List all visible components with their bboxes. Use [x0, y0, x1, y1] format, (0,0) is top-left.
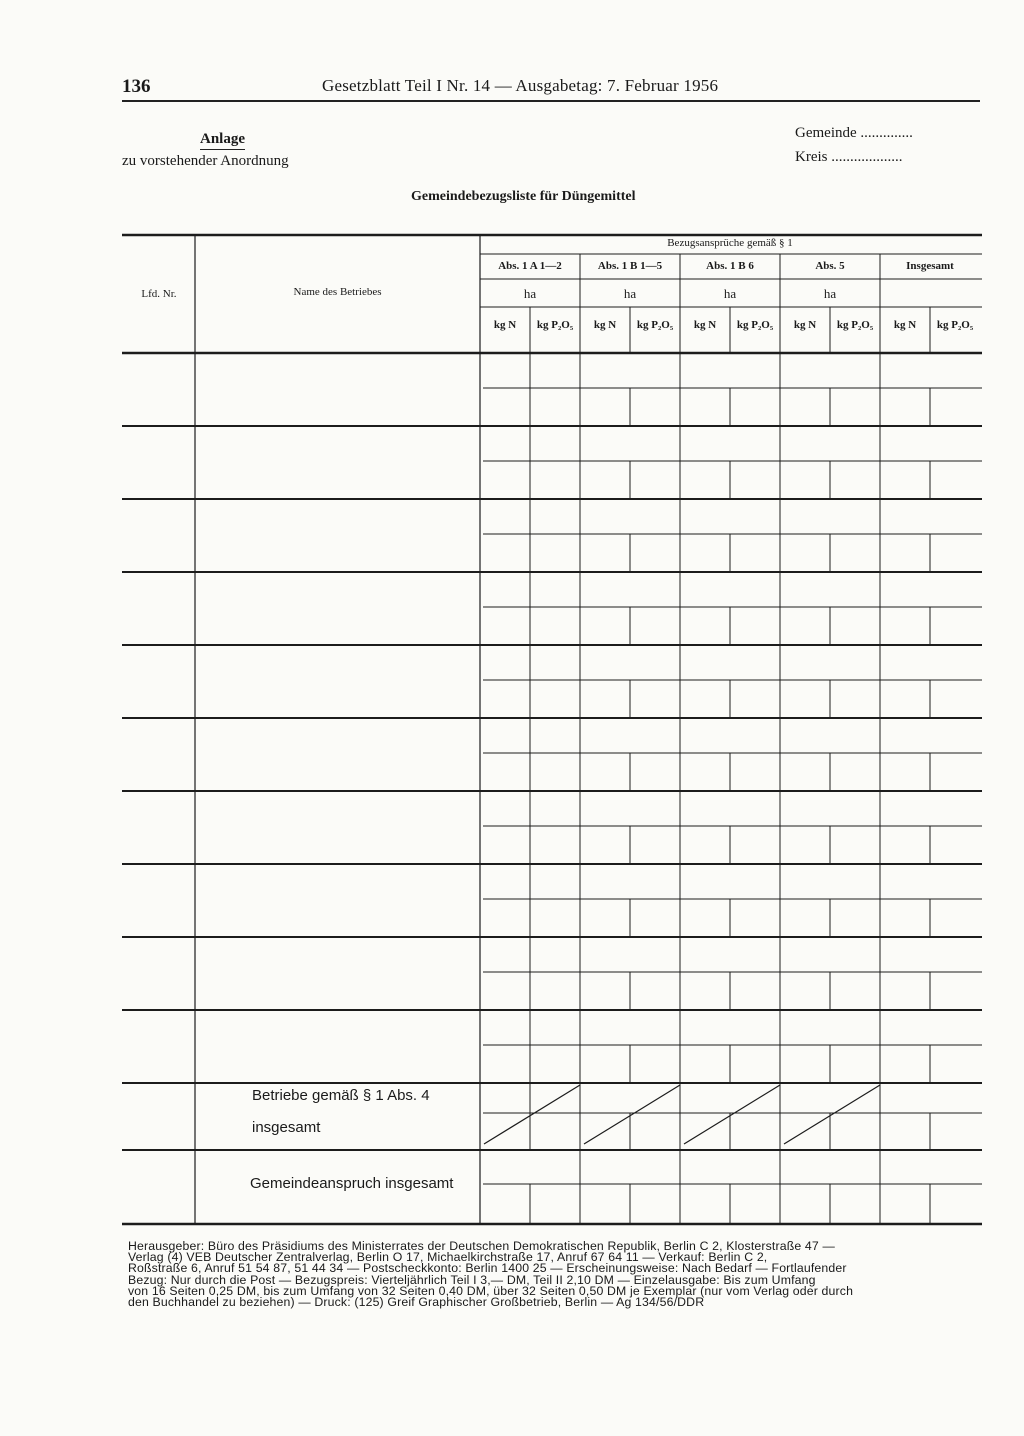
annex-subtitle: zu vorstehender Anordnung [122, 153, 289, 169]
summary-label: Betriebe gemäß § 1 Abs. 4 [252, 1087, 430, 1104]
name-header: Name des Betriebes [293, 286, 382, 298]
group-label: Abs. 1 A 1—2 [498, 260, 562, 272]
sub-kg-n: kg N [693, 319, 717, 331]
sub-kg-p2o5: kg P₂O₅ [536, 319, 574, 331]
strike-diagonal [684, 1085, 780, 1144]
sub-kg-n: kg N [893, 319, 917, 331]
imprint-line: Bezug: Nur durch die Post — Bezugspreis: Vierteljährlich Teil I 3,— DM, Teil II 2,10 DM — Einzelausgabe: Bis zum Umfang [128, 1272, 816, 1287]
group-label: Abs. 1 B 1—5 [597, 260, 663, 272]
form-title: Gemeindebezugsliste für Düngemittel [411, 189, 636, 204]
kreis-field: Kreis ................... [795, 149, 903, 165]
unit-ha: ha [623, 286, 637, 301]
sub-kg-n: kg N [493, 319, 517, 331]
summary-label-2: insgesamt [252, 1119, 321, 1136]
group-label: Abs. 5 [815, 260, 845, 272]
imprint-line: Herausgeber: Büro des Präsidiums des Ministerrates der Deutschen Demokratischen Republik, Berlin C 2, Klosterstraße 47 — [128, 1239, 835, 1253]
strike-diagonal [584, 1085, 680, 1144]
unit-ha: ha [523, 286, 537, 301]
annex-title: Anlage [200, 131, 245, 150]
sub-kg-p2o5: kg P₂O₅ [836, 319, 874, 331]
sub-kg-n: kg N [793, 319, 817, 331]
page-number: 136 [122, 76, 151, 97]
imprint-line: Verlag (4) VEB Deutscher Zentralverlag, Berlin O 17, Michaelkirchstraße 17, Anruf 67 64 11 — Verkauf: Berlin C 2, [128, 1250, 768, 1265]
gemeinde-field: Gemeinde .............. [795, 125, 913, 141]
imprint-line: den Buchhandel zu beziehen) — Druck: (125) Greif Graphischer Großbetrieb, Berlin — Ag 134/56/DDR [128, 1295, 705, 1310]
strike-diagonal [784, 1085, 880, 1144]
group-label: Abs. 1 B 6 [706, 260, 754, 272]
sub-kg-p2o5: kg P₂O₅ [936, 319, 974, 331]
strike-diagonal [484, 1085, 580, 1144]
unit-ha: ha [823, 286, 837, 301]
imprint-footer [128, 1241, 984, 1308]
lfd-nr-header: Lfd. Nr. [141, 288, 177, 300]
sub-kg-n: kg N [593, 319, 617, 331]
sub-kg-p2o5: kg P₂O₅ [736, 319, 774, 331]
running-head: Gesetzblatt Teil I Nr. 14 — Ausgabetag: 7. Februar 1956 [322, 76, 719, 95]
group-label: Insgesamt [906, 260, 954, 272]
imprint-line: Roßstraße 6, Anruf 51 54 87, 51 44 34 — Postscheckkonto: Berlin 1400 25 — Erscheinungsweise: Nach Bedarf — Fortlaufender [128, 1261, 847, 1276]
unit-ha: ha [723, 286, 737, 301]
imprint-line: von 16 Seiten 0,25 DM, bis zum Umfang von 32 Seiten 0,40 DM, über 32 Seiten 0,50 DM je Exemplar (nur vom Verlag oder durch [128, 1283, 854, 1298]
group-header: Bezugsansprüche gemäß § 1 [667, 237, 793, 249]
total-label: Gemeindeanspruch insgesamt [250, 1175, 454, 1192]
sub-kg-p2o5: kg P₂O₅ [636, 319, 674, 331]
